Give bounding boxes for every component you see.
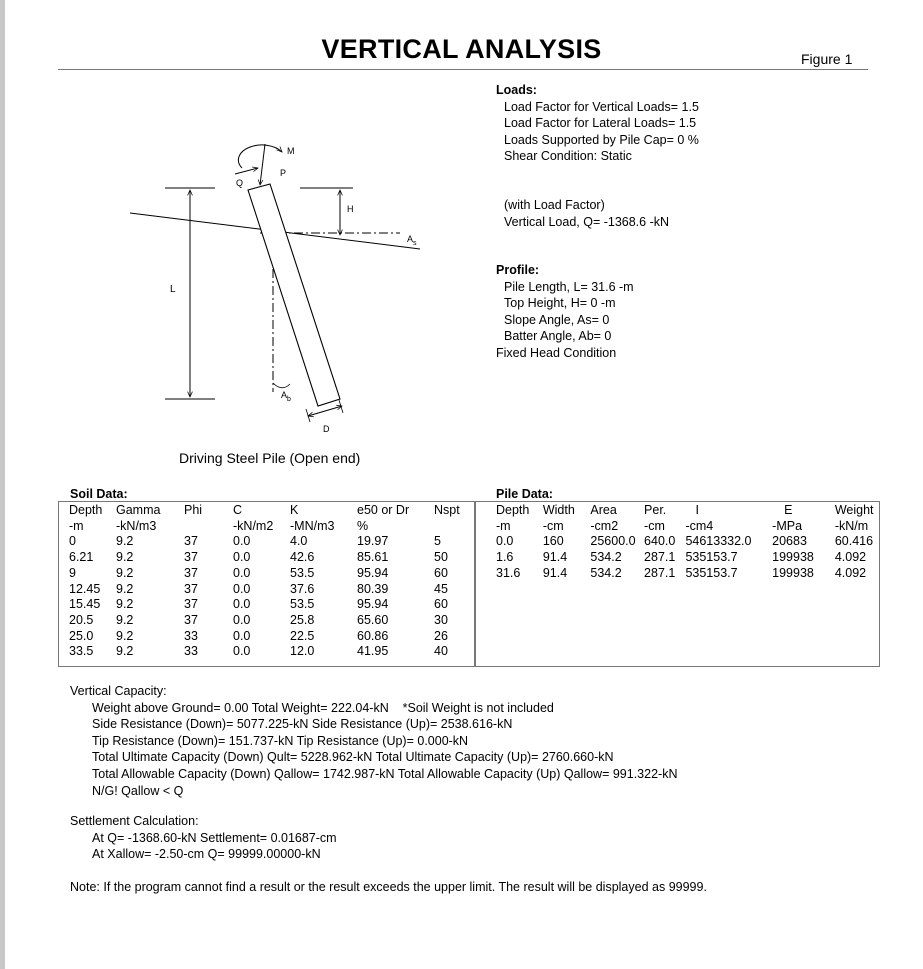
- settlement-line: At Xallow= -2.50-cm Q= 99999.00000-kN: [92, 847, 321, 862]
- cell: 9.2: [116, 644, 134, 659]
- cell: 85.61: [357, 550, 389, 565]
- cell: 6.21: [69, 550, 94, 565]
- soil-col-gamma: Gamma: [116, 503, 161, 517]
- capacity-line: Total Ultimate Capacity (Down) Qult= 5228.962-kN Total Ultimate Capacity (Up)= 2760.660-kN: [92, 750, 614, 765]
- soil-heading: Soil Data:: [70, 487, 128, 501]
- cell: 534.2: [590, 565, 622, 580]
- profile-line: Slope Angle, As= 0: [504, 312, 610, 327]
- diagram-caption: Driving Steel Pile (Open end): [179, 450, 361, 466]
- table-row: [69, 582, 474, 598]
- label-D: D: [323, 424, 330, 434]
- cell: 26: [434, 628, 448, 643]
- cell: 0.0: [233, 565, 251, 580]
- pile-body: [248, 184, 340, 406]
- cell: 37: [184, 597, 198, 612]
- cell: 54613332.0: [685, 534, 752, 549]
- loads-heading: Loads:: [496, 83, 537, 97]
- unit: -cm: [644, 518, 665, 533]
- cell: 4.092: [834, 565, 867, 580]
- unit: -MPa: [772, 518, 803, 533]
- pile-header-row: [496, 503, 879, 519]
- cell: 640.0: [644, 534, 676, 549]
- cell: 37: [184, 565, 198, 580]
- cell: 160: [542, 534, 564, 549]
- profile-line: Pile Length, L= 31.6 -m: [504, 279, 634, 294]
- capacity-line: Total Allowable Capacity (Down) Qallow= 1742.987-kN Total Allowable Capacity (Up) Qallow= 991.322-kN: [92, 766, 678, 781]
- cell: 0.0: [233, 581, 251, 596]
- pile-units-row: [496, 519, 879, 535]
- cell: 50: [434, 550, 448, 565]
- cell: 37: [184, 534, 198, 549]
- settlement-line: At Q= -1368.60-kN Settlement= 0.01687-cm: [92, 830, 337, 845]
- cell: 199938: [772, 565, 814, 580]
- cell: 9.2: [116, 628, 134, 643]
- label-M: M: [287, 146, 295, 156]
- table-row: [69, 613, 474, 629]
- soil-col-phi: Phi: [184, 503, 203, 517]
- footer-note: Note: If the program cannot find a result or the result exceeds the upper limit. The result will be displayed as 99999.: [70, 880, 707, 894]
- cell: 25600.0: [590, 534, 636, 549]
- cell: 9.2: [116, 581, 134, 596]
- unit: -kN/m2: [233, 518, 274, 533]
- unit: [184, 519, 233, 535]
- cell: 0.0: [233, 644, 251, 659]
- unit: [434, 519, 474, 535]
- pile-heading: Pile Data:: [496, 487, 553, 501]
- cell: 60.86: [357, 628, 389, 643]
- cell: 1.6: [496, 550, 514, 565]
- table-row: [69, 550, 474, 566]
- label-P: P: [280, 168, 287, 178]
- cell: 60.416: [834, 534, 874, 549]
- pile-diagram: [120, 130, 440, 445]
- cell: 53.5: [290, 597, 315, 612]
- cell: 40: [434, 644, 448, 659]
- pile-table: [496, 503, 879, 582]
- cell: 33: [184, 644, 198, 659]
- unit: -kN/m3: [116, 518, 157, 533]
- cell: 95.94: [357, 565, 389, 580]
- cell: 0.0: [233, 597, 251, 612]
- unit: %: [357, 518, 369, 533]
- cell: 37: [184, 550, 198, 565]
- moment-arc: [238, 145, 282, 168]
- cell: 91.4: [542, 565, 568, 580]
- settlement-heading: Settlement Calculation:: [70, 814, 199, 828]
- soil-table-frame: [58, 501, 476, 667]
- label-L: L: [170, 284, 176, 295]
- cell: 60: [434, 565, 448, 580]
- label-H: H: [347, 204, 354, 214]
- cell: 95.94: [357, 597, 389, 612]
- unit: -m: [496, 518, 511, 533]
- capacity-line: Tip Resistance (Down)= 151.737-kN Tip Resistance (Up)= 0.000-kN: [92, 733, 469, 748]
- load-line: Load Factor for Lateral Loads= 1.5: [504, 116, 697, 130]
- cell: 30: [434, 612, 448, 627]
- unit: -cm4: [685, 518, 714, 533]
- figure-label: Figure 1: [801, 51, 853, 67]
- vertical-load: Vertical Load, Q= -1368.6 -kN: [504, 214, 670, 229]
- table-row: [69, 534, 474, 550]
- cell: 37: [184, 612, 198, 627]
- cell: 287.1: [644, 550, 676, 565]
- cell: 9: [69, 565, 76, 580]
- cell: 9.2: [116, 550, 134, 565]
- cell: 37: [184, 581, 198, 596]
- cell: 534.2: [590, 550, 622, 565]
- profile-line: Top Height, H= 0 -m: [504, 296, 616, 310]
- cell: 20683: [772, 534, 807, 549]
- profile-section: [496, 262, 634, 361]
- loads-section: [496, 82, 699, 165]
- cell: 65.60: [357, 612, 389, 627]
- cell: 0.0: [233, 550, 251, 565]
- table-row: [496, 534, 879, 550]
- capacity-status: N/G! Qallow < Q: [92, 783, 184, 798]
- window-left-edge: [0, 0, 5, 969]
- table-row: [496, 550, 879, 566]
- cell: 42.6: [290, 550, 315, 565]
- unit: -kN/m: [834, 518, 869, 533]
- soil-col-k: K: [290, 503, 299, 517]
- cell: 15.45: [69, 597, 101, 612]
- factor-note: (with Load Factor): [504, 198, 605, 212]
- load-line: Shear Condition: Static: [504, 149, 632, 163]
- label-Ab: [281, 390, 291, 403]
- cell: 33: [184, 628, 198, 643]
- cell: 5: [434, 534, 441, 549]
- factored-load: [504, 197, 669, 230]
- capacity-line: Side Resistance (Down)= 5077.225-kN Side Resistance (Up)= 2538.616-kN: [92, 717, 513, 732]
- cell: 33.5: [69, 644, 94, 659]
- cell: 22.5: [290, 628, 315, 643]
- capacity-heading: Vertical Capacity:: [70, 684, 167, 698]
- label-Ab-sub: b: [287, 396, 291, 403]
- cell: 41.95: [357, 644, 389, 659]
- cell: 45: [434, 581, 448, 596]
- cell: 12.0: [290, 644, 315, 659]
- soil-col-e50: e50 or Dr: [357, 503, 410, 517]
- unit: -cm2: [590, 518, 619, 533]
- pile-col-width: Width: [542, 503, 575, 517]
- cell: 0: [69, 534, 76, 549]
- page-title: VERTICAL ANALYSIS: [321, 34, 602, 64]
- cell: 9.2: [116, 534, 134, 549]
- width-dimension: [308, 406, 342, 416]
- title-rule: [58, 69, 868, 70]
- table-row: [69, 629, 474, 645]
- pile-col-inertia: I: [695, 503, 699, 517]
- cell: 25.0: [69, 628, 94, 643]
- pile-table-frame: [474, 501, 880, 667]
- cell: 9.2: [116, 612, 134, 627]
- cell: 535153.7: [685, 550, 738, 565]
- unit: -MN/m3: [290, 518, 335, 533]
- cell: 535153.7: [685, 565, 738, 580]
- label-Ab-main: A: [281, 390, 288, 400]
- cell: 60: [434, 597, 448, 612]
- pile-col-area: Area: [590, 503, 617, 517]
- table-row: [69, 644, 474, 660]
- pile-col-weight: Weight: [834, 503, 874, 517]
- cell: 20.5: [69, 612, 94, 627]
- cell: 0.0: [233, 534, 251, 549]
- label-As-sub: s: [413, 240, 417, 247]
- cell: 25.8: [290, 612, 315, 627]
- shear-arrow: [235, 168, 258, 174]
- cell: 12.45: [69, 581, 101, 596]
- pile-col-modulus: E: [784, 503, 793, 517]
- profile-heading: Profile:: [496, 263, 540, 277]
- cell: 9.2: [116, 597, 134, 612]
- capacity-line: Weight above Ground= 0.00 Total Weight= 222.04-kN *Soil Weight is not included: [92, 700, 554, 715]
- cell: 80.39: [357, 581, 389, 596]
- soil-header-row: [69, 503, 474, 519]
- profile-line: Batter Angle, Ab= 0: [504, 329, 612, 343]
- cell: 4.092: [834, 550, 867, 565]
- settlement-section: [70, 813, 337, 863]
- soil-col-nspt: Nspt: [434, 503, 460, 517]
- cell: 199938: [772, 550, 814, 565]
- pile-col-depth: Depth: [496, 503, 530, 517]
- load-line: Load Factor for Vertical Loads= 1.5: [504, 99, 699, 114]
- soil-table: [69, 503, 474, 660]
- table-row: [69, 566, 474, 582]
- cell: 19.97: [357, 534, 389, 549]
- table-row: [496, 566, 879, 582]
- head-condition: Fixed Head Condition: [496, 345, 617, 360]
- unit: -cm: [542, 518, 564, 533]
- load-line: Loads Supported by Pile Cap= 0 %: [504, 132, 699, 147]
- soil-col-depth: Depth: [69, 503, 103, 517]
- cell: 0.0: [233, 628, 251, 643]
- pile-col-perimeter: Per.: [644, 503, 667, 517]
- capacity-section: [70, 683, 677, 799]
- label-Q: Q: [236, 178, 244, 188]
- table-row: [69, 597, 474, 613]
- soil-units-row: [69, 519, 474, 535]
- label-As-main: A: [407, 234, 414, 244]
- cell: 9.2: [116, 565, 134, 580]
- cell: 31.6: [496, 565, 521, 580]
- unit: -m: [69, 518, 84, 533]
- cell: 4.0: [290, 534, 308, 549]
- cell: 37.6: [290, 581, 315, 596]
- cell: 53.5: [290, 565, 315, 580]
- cell: 0.0: [233, 612, 251, 627]
- soil-col-c: C: [233, 503, 243, 517]
- cell: 0.0: [496, 534, 514, 549]
- cell: 287.1: [644, 565, 676, 580]
- cell: 91.4: [542, 550, 568, 565]
- label-As: [407, 234, 417, 247]
- axial-load-arrow: [260, 144, 265, 185]
